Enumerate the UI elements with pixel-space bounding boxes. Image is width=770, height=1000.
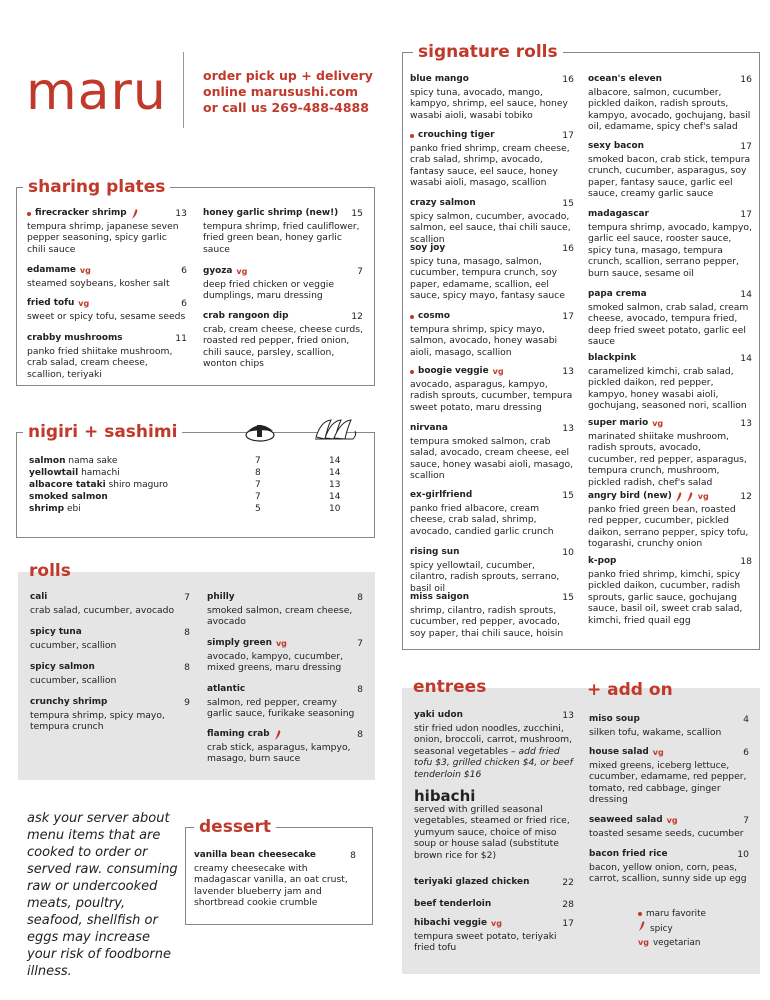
raw-food-warning: ask your server about menu items that are cooked to order or served raw. consuming raw or undercooked meats, poultry, seafood, shellfish or eggs may increase your risk of foodborne illness. — [27, 811, 178, 979]
contact-info — [203, 68, 373, 116]
menu-item: honey garlic shrimp (new!) 15 tempura shrimp, fried cauliflower, fried green bean, honey garlic sauce — [203, 208, 363, 255]
menu-item: gyoza vg 7 deep fried chicken or veggie dumplings, maru dressing — [203, 266, 363, 302]
favorite-dot-icon — [410, 134, 414, 138]
menu-item: crab rangoon dip 12 crab, cream cheese, cheese curds, roasted red pepper, fried onion, chili sauce, parsley, scallion, wonton chips — [203, 311, 363, 370]
order-line: order pick up + delivery — [203, 68, 373, 83]
signature-roll-item: sexy bacon 17 smoked bacon, crab stick, tempura crunch, cucumber, asparagus, soy paper, fantasy sauce, garlic eel sauce, creamy garlic sauce — [588, 141, 752, 200]
menu-item: simply green vg 7 avocado, kampyo, cucumber, mixed greens, maru dressing — [207, 638, 363, 674]
chili-pepper-icon — [274, 730, 282, 740]
nigiri-row: yellowtail hamachi 8 14 — [29, 468, 341, 478]
menu-item: beef tenderloin 28 — [414, 899, 574, 910]
rolls-section — [18, 561, 375, 780]
hibachi-block: hibachi served with grilled seasonal vegetables, steamed or fried rice, yumyum sauce, choice of miso soup or house salad (substitute brown rice for $2) — [414, 791, 576, 862]
menu-item: house salad vg 6 mixed greens, iceberg lettuce, cucumber, edamame, red pepper, tomato, red cabbage, ginger dressing — [589, 747, 749, 806]
menu-item: yaki udon 13 stir fried udon noodles, zucchini, onion, broccoli, carrot, mushroom, seasonal vegetables – add fried tofu $3, grilled chicken $4, or beef tenderloin $16 — [414, 710, 574, 780]
signature-roll-item: angry bird (new) vg 12 panko fried green bean, roasted red pepper, cucumber, pickled daikon, serrano pepper, spicy tofu, togarashi, crunchy onion — [588, 491, 752, 550]
menu-item: hibachi veggie vg 17 tempura sweet potato, teriyaki fried tofu — [414, 918, 574, 954]
section-title: sharing plates — [23, 176, 170, 198]
menu-item: fried tofu vg 6 sweet or spicy tofu, sesame seeds — [27, 298, 187, 322]
nigiri-row: smoked salmon 7 14 — [29, 492, 341, 502]
menu-item: firecracker shrimp 13 tempura shrimp, japanese seven pepper seasoning, spicy garlic chili sauce — [27, 208, 187, 255]
favorite-dot-icon — [27, 212, 31, 216]
signature-roll-item: k-pop 18 panko fried shrimp, kimchi, spicy pickled daikon, cucumber, radish sprouts, garlic sauce, gochujang sauce, basil oil, sweet crab salad, kimchi, fried quail egg — [588, 556, 752, 626]
menu-item: crunchy shrimp 9 tempura shrimp, spicy mayo, tempura crunch — [30, 697, 190, 733]
chili-pepper-icon — [675, 492, 683, 502]
section-title: dessert — [194, 816, 276, 838]
addon-title: + add on — [587, 680, 673, 700]
legend: maru favorite spicy vg vegetarian — [638, 909, 706, 948]
menu-item: spicy salmon 8 cucumber, scallion — [30, 662, 190, 686]
sashimi-icon — [313, 415, 359, 443]
entrees-section — [402, 677, 760, 974]
signature-roll-item: crazy salmon 15 spicy salmon, cucumber, avocado, salmon, eel sauce, thai chili sauce, scallion — [410, 198, 574, 245]
chili-pepper-icon — [131, 209, 139, 219]
menu-item: edamame vg 6 steamed soybeans, kosher salt — [27, 265, 187, 289]
menu-item: cali 7 crab salad, cucumber, avocado — [30, 592, 190, 616]
signature-roll-item: blackpink 14 caramelized kimchi, crab salad, pickled daikon, red pepper, kampyo, honey wasabi aioli, gochujang, seasoned nori, scallion — [588, 353, 752, 412]
maru-logo: maru — [26, 62, 167, 122]
signature-roll-item: super mario vg 13 marinated shiitake mushroom, radish sprouts, avocado, cucumber, red pepper, asparagus, tempura crunch, mushroom, pickled radish, chef's salad — [588, 418, 752, 488]
header-divider — [183, 52, 184, 128]
website-link[interactable]: online marusushi.com — [203, 84, 359, 99]
signature-roll-item: madagascar 17 tempura shrimp, avocado, kampyo, garlic eel sauce, rooster sauce, spicy tuna, masago, tempura crunch, scallion, serrano pepper, burn sauce, sesame oil — [588, 209, 752, 279]
sharing-plates-section — [16, 177, 375, 386]
chili-pepper-icon — [638, 921, 646, 931]
nigiri-icon — [243, 417, 277, 443]
favorite-dot-icon — [410, 370, 414, 374]
signature-roll-item: papa crema 14 smoked salmon, crab salad, cream cheese, avocado, tempura fried, deep fried sweet potato, garlic eel sauce — [588, 289, 752, 348]
signature-roll-item: ocean's eleven 16 albacore, salmon, cucumber, pickled daikon, radish sprouts, kampyo, avocado, gochujang, basil oil, edamame, spicy chef's salad — [588, 74, 752, 133]
chili-pepper-icon — [686, 492, 694, 502]
nigiri-row: shrimp ebi 5 10 — [29, 504, 341, 514]
signature-roll-item: cosmo 17 tempura shrimp, spicy mayo, salmon, avocado, honey wasabi aioli, masago, scallion — [410, 311, 574, 358]
nigiri-sashimi-section — [16, 422, 375, 538]
favorite-dot-icon — [410, 315, 414, 319]
menu-item: bacon fried rice 10 bacon, yellow onion, corn, peas, carrot, scallion, sunny side up egg — [589, 849, 749, 885]
signature-roll-item: rising sun 10 spicy yellowtail, cucumber, cilantro, radish sprouts, serrano, basil oil — [410, 547, 574, 594]
signature-roll-item: ex-girlfriend 15 panko fried albacore, cream cheese, crab salad, shrimp, avocado, candied garlic crunch — [410, 490, 574, 537]
section-title: rolls — [29, 561, 71, 581]
phone-link[interactable]: or call us 269-488-4888 — [203, 100, 369, 115]
menu-item: flaming crab 8 crab stick, asparagus, kampyo, masago, burn sauce — [207, 729, 363, 765]
section-title: signature rolls — [413, 41, 563, 63]
nigiri-row: albacore tataki shiro maguro 7 13 — [29, 480, 341, 490]
favorite-dot-icon — [638, 912, 642, 916]
signature-roll-item: blue mango 16 spicy tuna, avocado, mango, kampyo, shrimp, eel sauce, honey wasabi aioli, wasabi tobiko — [410, 74, 574, 121]
signature-roll-item: boogie veggie vg 13 avocado, asparagus, kampyo, radish sprouts, cucumber, tempura sweet potato, maru dressing — [410, 366, 574, 413]
signature-roll-item: crouching tiger 17 panko fried shrimp, cream cheese, crab salad, shrimp, avocado, fantasy sauce, eel sauce, honey wasabi aioli, masago, scallion — [410, 130, 574, 189]
menu-item: seaweed salad vg 7 toasted sesame seeds, cucumber — [589, 815, 749, 839]
menu-item: teriyaki glazed chicken 22 — [414, 877, 574, 888]
signature-roll-item: nirvana 13 tempura smoked salmon, crab salad, avocado, cream cheese, eel sauce, honey wasabi aioli, masago, scallion — [410, 423, 574, 482]
dessert-section — [185, 817, 373, 925]
menu-item: crabby mushrooms 11 panko fried shiitake mushroom, crab salad, cream cheese, scallion, teriyaki — [27, 333, 187, 380]
signature-roll-item: soy joy 16 spicy tuna, masago, salmon, cucumber, tempura crunch, soy paper, edamame, scallion, eel sauce, spicy mayo, fantasy sauce — [410, 243, 574, 302]
section-title: entrees — [413, 677, 487, 697]
menu-item: vanilla bean cheesecake 8 creamy cheesecake with madagascar vanilla, an oat crust, lavender blueberry jam and shortbread cookie crumble — [194, 850, 356, 909]
menu-item: spicy tuna 8 cucumber, scallion — [30, 627, 190, 651]
nigiri-row: salmon nama sake 7 14 — [29, 456, 341, 466]
hibachi-heading: hibachi — [414, 787, 476, 805]
section-title: nigiri + sashimi — [23, 421, 182, 443]
menu-item: philly 8 smoked salmon, cream cheese, avocado — [207, 592, 363, 628]
signature-roll-item: miss saigon 15 shrimp, cilantro, radish sprouts, cucumber, red pepper, avocado, soy paper, thai chili sauce, hoisin — [410, 592, 574, 639]
menu-item: miso soup 4 silken tofu, wakame, scallion — [589, 714, 749, 738]
menu-item: atlantic 8 salmon, red pepper, creamy garlic sauce, furikake seasoning — [207, 684, 363, 720]
